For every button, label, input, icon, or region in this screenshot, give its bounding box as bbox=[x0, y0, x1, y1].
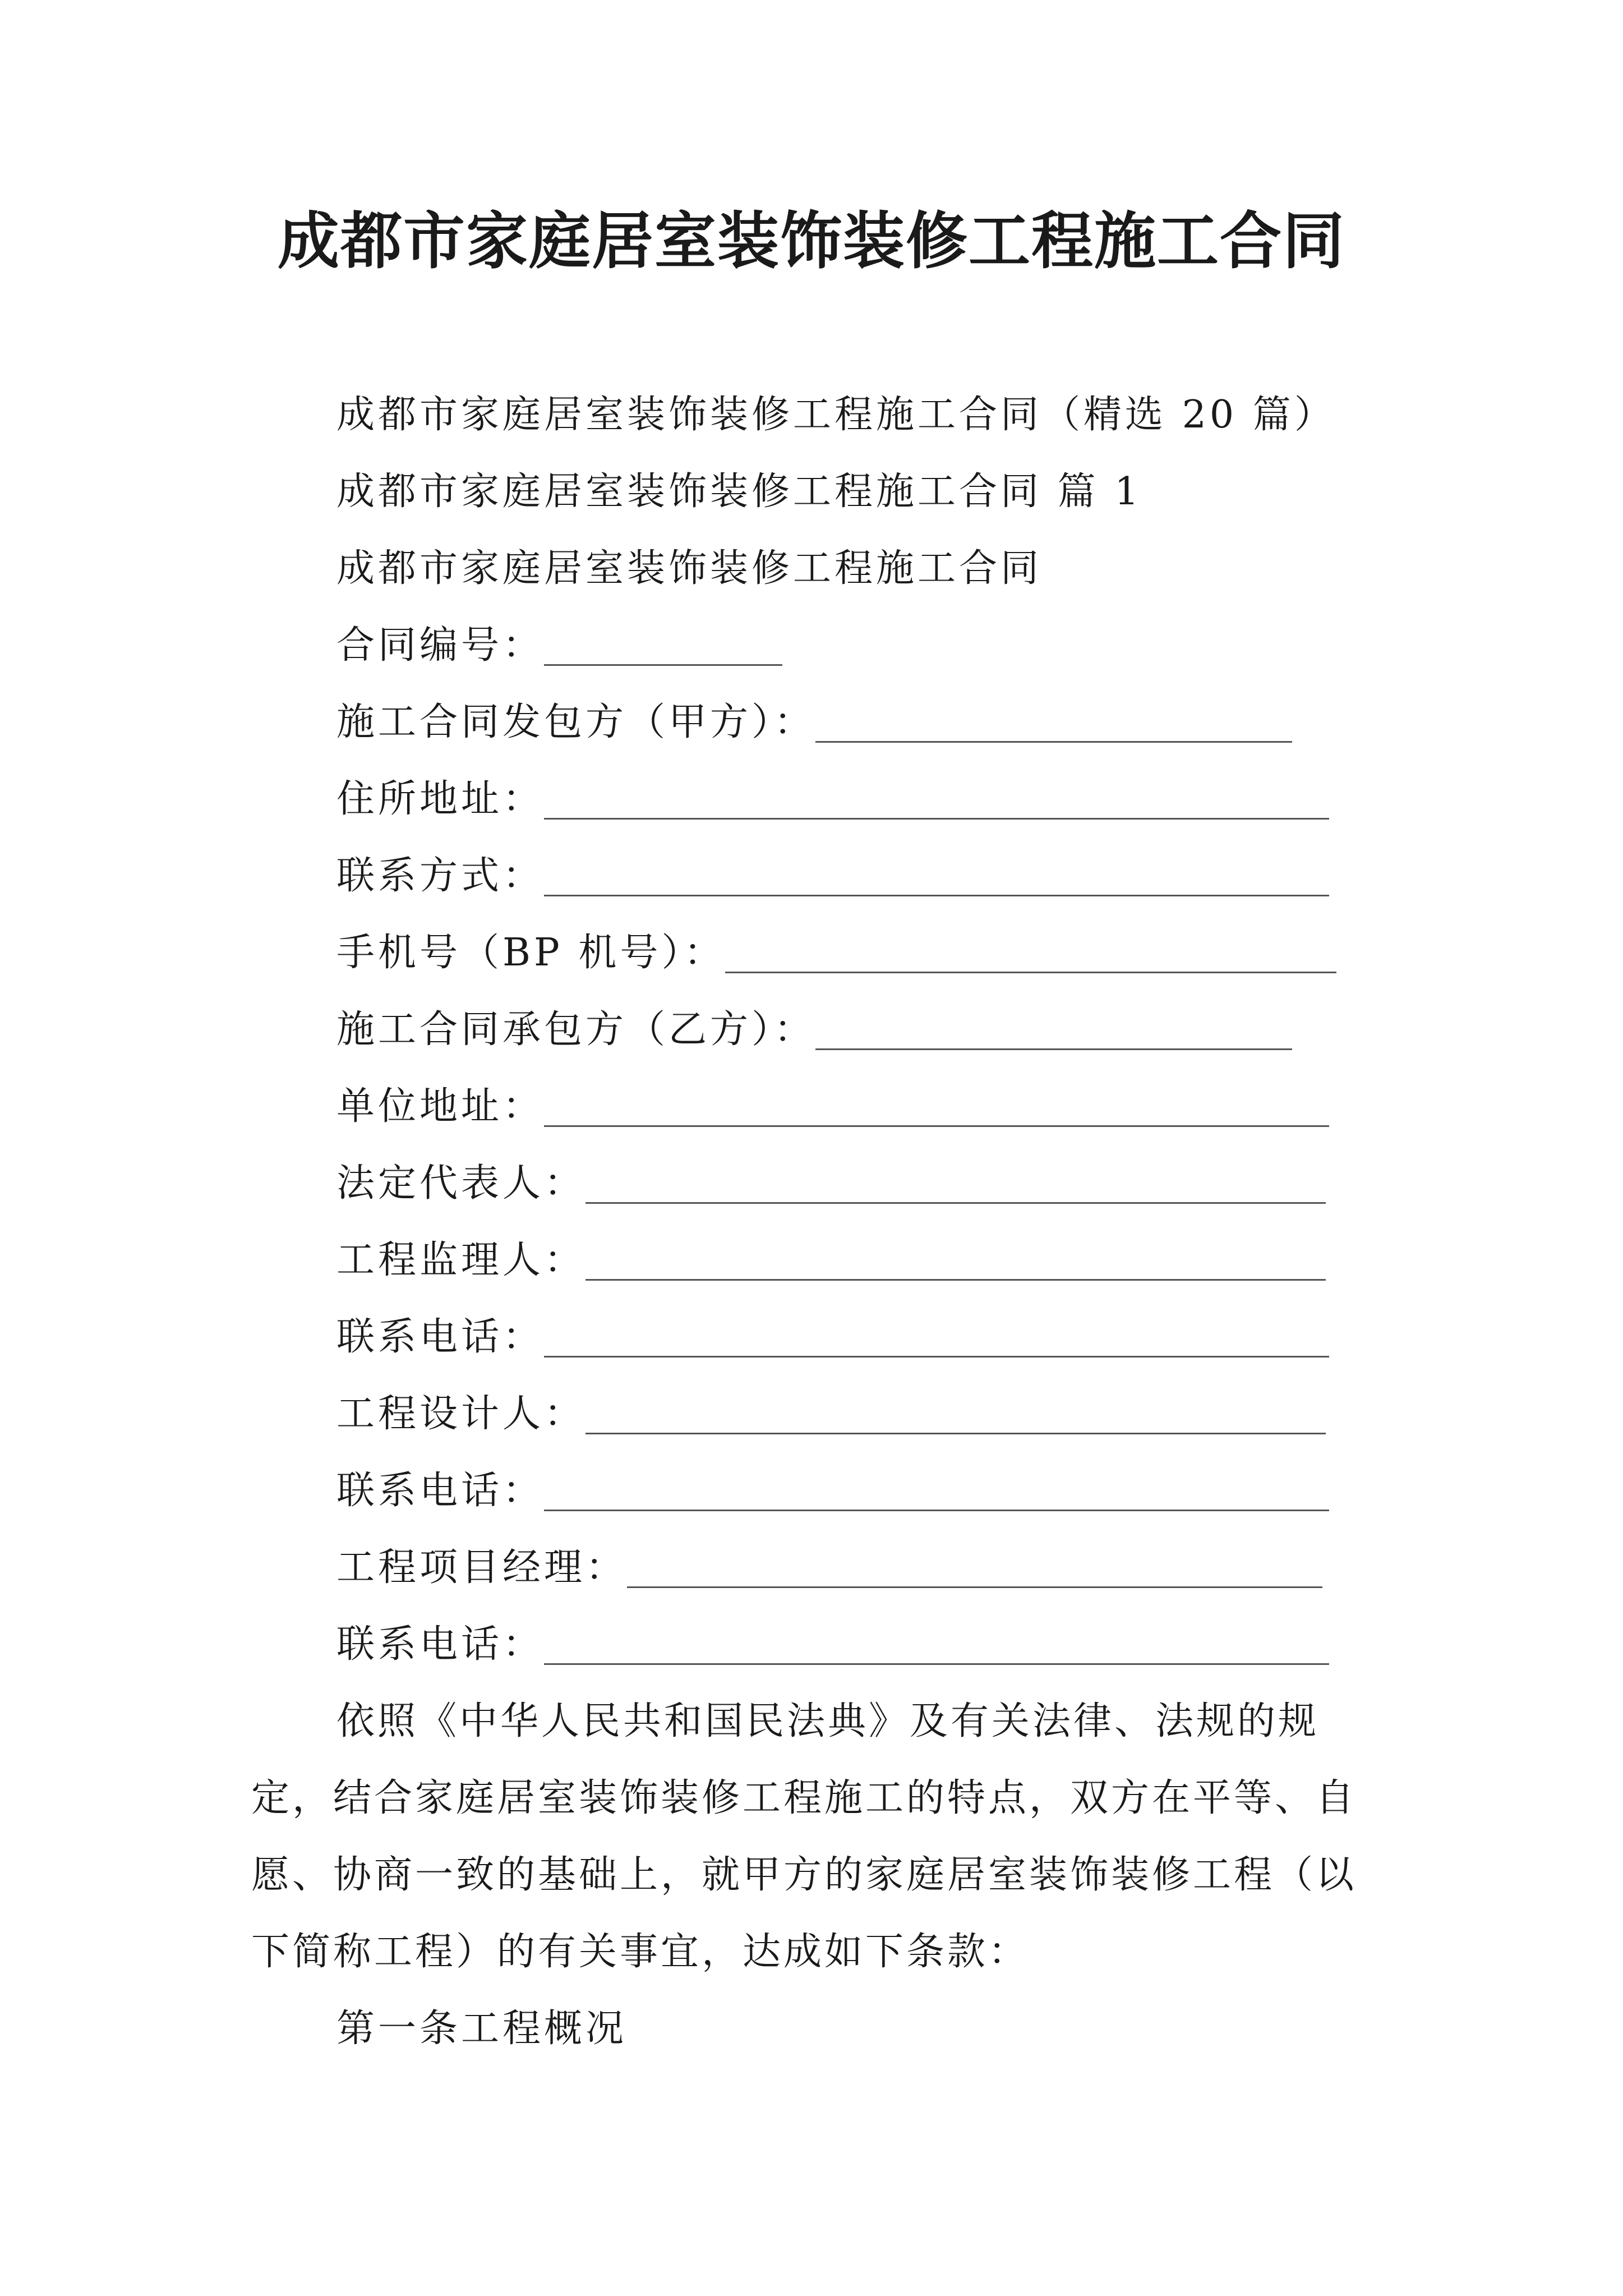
blank-line bbox=[815, 1009, 1292, 1050]
blank-line bbox=[544, 779, 1329, 820]
blank-line bbox=[815, 702, 1292, 743]
field-label: 工程监理人： bbox=[336, 1238, 586, 1282]
blank-line bbox=[585, 1240, 1326, 1281]
body-paragraph bbox=[251, 1683, 1378, 1990]
field-party-a bbox=[336, 694, 1292, 751]
blank-line bbox=[627, 1547, 1322, 1588]
field-contact-phone-designer bbox=[336, 1463, 1329, 1519]
field-label: 住所地址： bbox=[336, 777, 545, 821]
field-residence-address bbox=[336, 771, 1329, 827]
blank-line bbox=[544, 1624, 1329, 1665]
field-label: 施工合同承包方（乙方）： bbox=[336, 1007, 816, 1052]
blank-line bbox=[544, 1317, 1329, 1358]
blank-line bbox=[585, 1163, 1326, 1204]
field-contract-number bbox=[336, 618, 782, 674]
body-paragraph-text: 依照《中华人民共和国民法典》及有关法律、法规的规定，结合家庭居室装饰装修工程施工的特点，双方在平等、自愿、协商一致的基础上，就甲方的家庭居室装饰装修工程（以下简称工程）的有关事宜，达成如下条款： bbox=[251, 1699, 1357, 1974]
field-label: 工程设计人： bbox=[336, 1392, 586, 1436]
field-project-designer bbox=[336, 1386, 1326, 1442]
field-label: 联系电话： bbox=[336, 1315, 545, 1359]
intro-line-contract-name: 成都市家庭居室装饰装修工程施工合同 bbox=[336, 546, 1043, 591]
field-contact-phone-supervisor bbox=[336, 1309, 1329, 1365]
field-project-manager bbox=[336, 1540, 1322, 1596]
field-project-supervisor bbox=[336, 1232, 1326, 1289]
field-legal-representative bbox=[336, 1156, 1326, 1212]
field-contact-phone-manager bbox=[336, 1617, 1329, 1673]
blank-line bbox=[585, 1393, 1326, 1434]
field-label: 合同编号： bbox=[336, 623, 545, 668]
blank-line bbox=[544, 1086, 1329, 1127]
blank-line bbox=[544, 1470, 1329, 1511]
field-label: 单位地址： bbox=[336, 1084, 545, 1129]
field-label: 联系电话： bbox=[336, 1622, 545, 1667]
intro-line-collection: 成都市家庭居室装饰装修工程施工合同（精选 20 篇） bbox=[336, 393, 1336, 437]
field-label: 施工合同发包方（甲方）： bbox=[336, 700, 816, 744]
field-label: 联系电话： bbox=[336, 1469, 545, 1513]
field-label: 法定代表人： bbox=[336, 1161, 586, 1205]
blank-line bbox=[544, 855, 1329, 896]
blank-line bbox=[725, 932, 1336, 973]
field-mobile-number bbox=[336, 925, 1336, 981]
field-company-address bbox=[336, 1079, 1329, 1135]
blank-line bbox=[544, 625, 782, 666]
field-label: 工程项目经理： bbox=[336, 1545, 628, 1590]
section-heading: 第一条工程概况 bbox=[336, 2007, 628, 2051]
field-label: 联系方式： bbox=[336, 854, 545, 898]
field-contact-method bbox=[336, 848, 1329, 904]
field-label: 手机号（BP 机号）： bbox=[336, 931, 726, 975]
intro-line-chapter: 成都市家庭居室装饰装修工程施工合同 篇 1 bbox=[336, 470, 1142, 514]
field-party-b bbox=[336, 1002, 1292, 1058]
document-title: 成都市家庭居室装饰装修工程施工合同 bbox=[278, 205, 1345, 277]
